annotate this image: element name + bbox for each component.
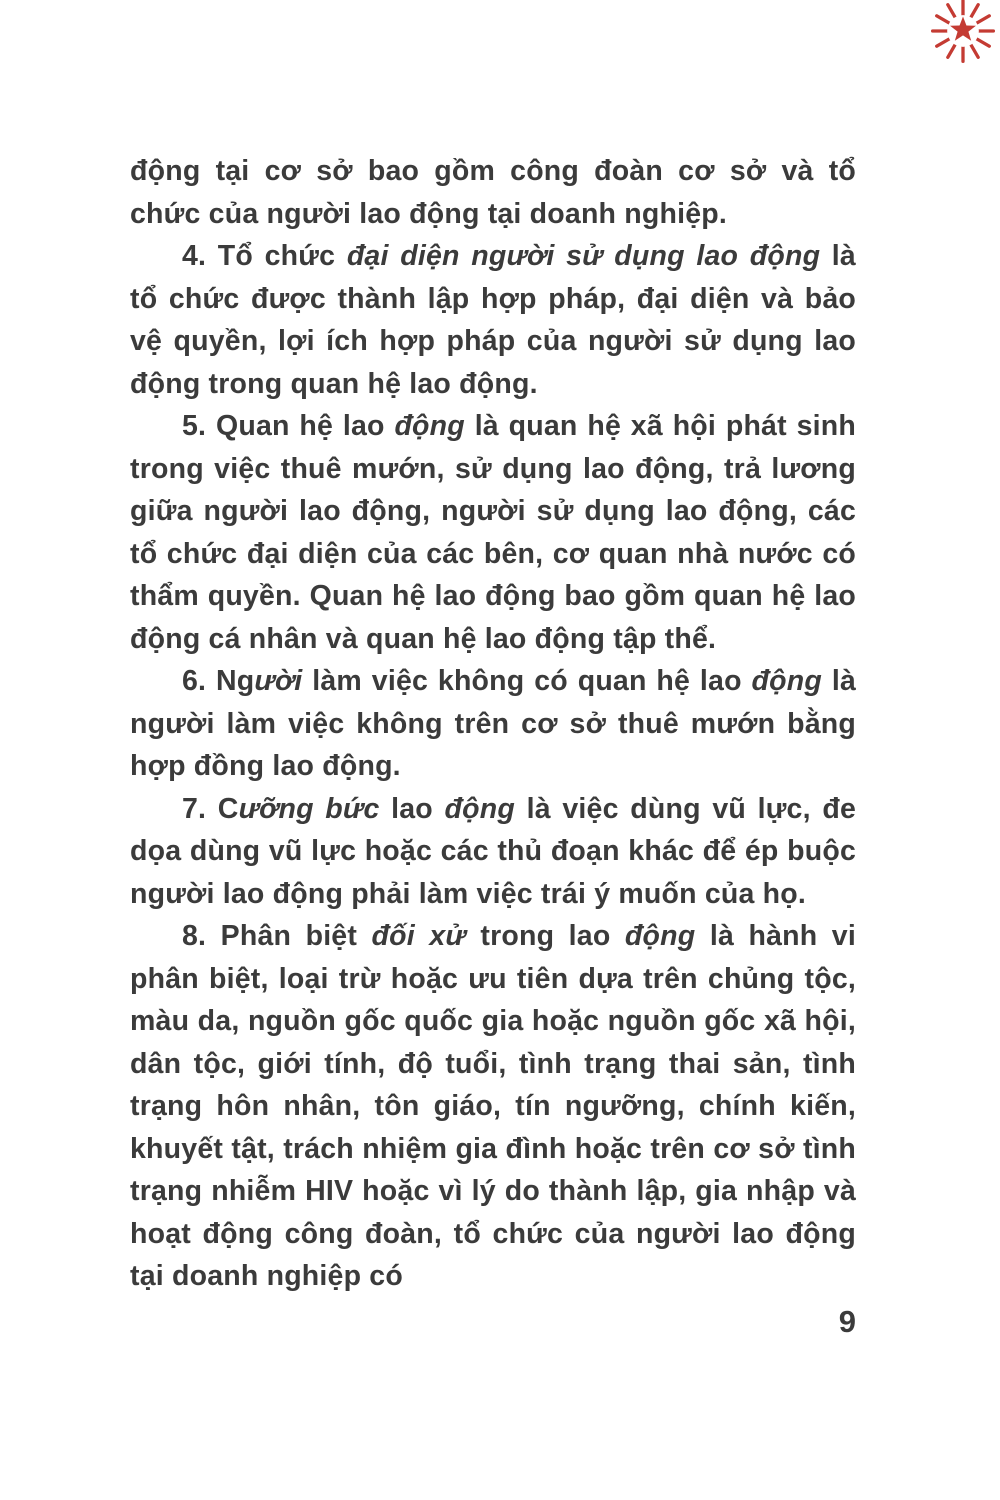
text-run: lao [379,792,445,825]
text-run: là người làm việc không trên cơ sở thuê mướn bằng hợp đồng lao động. [130,665,856,782]
text-run: 5. Quan hệ lao [182,410,395,442]
text-run: động tại cơ sở bao gồm công đoàn cơ sở và tổ chức của người lao động tại doanh nghiệp. [130,155,856,230]
text-run: là quan hệ xã hội phát sinh trong việc thuê mướn, sử dụng lao động, trả lương giữa người lao động, người sử dụng lao động, các tổ chức đại diện của các bên, cơ quan nhà nước có thẩm quyền. Quan hệ lao động bao gồm quan hệ lao động cá nhân và quan hệ lao động tập thể. [130,410,856,655]
defined-term: ưỡng bức [238,792,380,825]
paragraph [130,150,856,235]
defined-term: ười [254,665,303,697]
text-run: 6. Ng [182,665,255,697]
defined-term: động [624,920,696,952]
defined-term: đối xử [371,920,466,952]
paragraph [130,660,856,788]
defined-term: động [444,792,515,825]
paragraph [130,915,856,1298]
text-run: 4. Tổ chức [182,240,347,272]
paragraph [130,405,856,660]
publisher-star-emblem-icon [930,0,996,64]
text-run: làm việc không có quan hệ lao [302,665,752,697]
text-run: 8. Phân biệt [182,920,372,952]
text-run: 7. C [182,792,239,825]
text-run: là tổ chức được thành lập hợp pháp, đại diện và bảo vệ quyền, lợi ích hợp pháp của người sử dụng lao động trong quan hệ lao động. [130,240,856,400]
page-number: 9 [838,1304,856,1339]
paragraph [130,788,856,916]
text-run: trong lao [465,920,625,952]
defined-term: động [751,665,822,697]
defined-term: động [394,410,465,442]
text-body [130,150,856,1298]
defined-term: đại diện người sử dụng lao động [346,240,821,272]
text-run: là hành vi phân biệt, loại trừ hoặc ưu tiên dựa trên chủng tộc, màu da, nguồn gốc quốc gia hoặc nguồn gốc xã hội, dân tộc, giới tính, độ tuổi, tình trạng thai sản, tình trạng hôn nhân, tôn giáo, tín ngưỡng, chính kiến, khuyết tật, trách nhiệm gia đình hoặc trên cơ sở tình trạng nhiễm HIV hoặc vì lý do thành lập, gia nhập và hoạt động công đoàn, tổ chức của người lao động tại doanh nghiệp có [130,920,856,1292]
text-run: là việc dùng vũ lực, đe dọa dùng vũ lực hoặc các thủ đoạn khác để ép buộc người lao động phải làm việc trái ý muốn của họ. [130,792,857,910]
paragraph [130,235,856,405]
